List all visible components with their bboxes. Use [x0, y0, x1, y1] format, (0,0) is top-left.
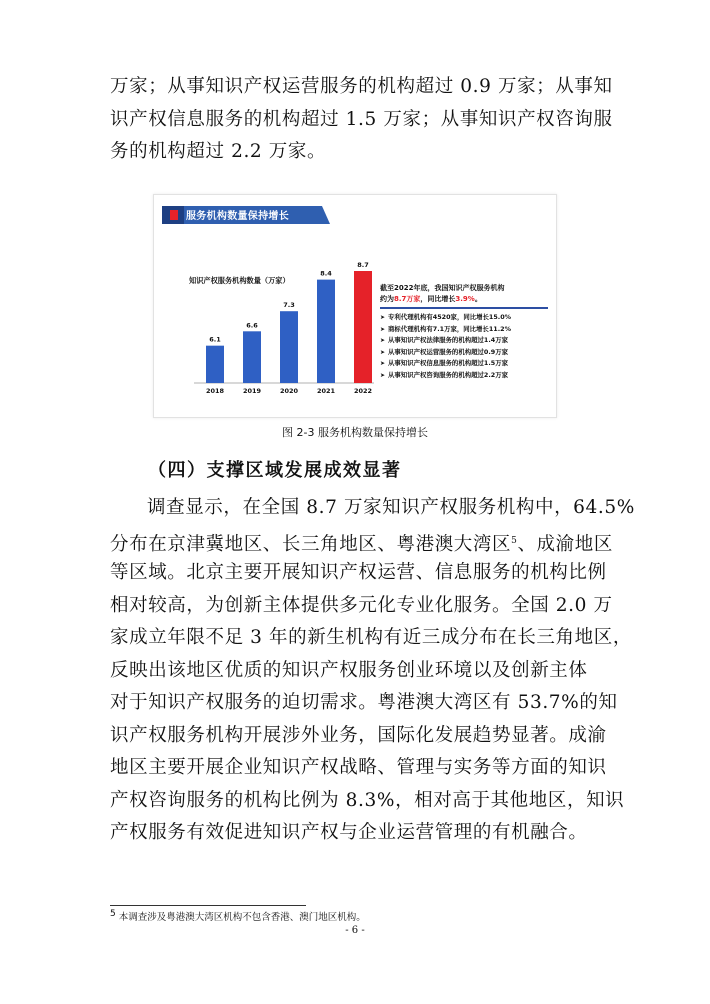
- info-panel: [380, 283, 550, 381]
- data-label-2018: 6.1: [209, 335, 221, 344]
- footnote-mark: 5: [110, 909, 116, 919]
- text-line: 调查显示，在全国 8.7 万家知识产权服务机构中，64.5%: [147, 497, 635, 518]
- page-number: - 6 -: [345, 925, 365, 936]
- tick-label-2018: 2018: [205, 387, 225, 395]
- info-item: [380, 335, 550, 347]
- info-item: [380, 324, 550, 336]
- info-head-a: 约为: [380, 295, 394, 303]
- chart-title: 知识产权服务机构数量（万家）: [189, 276, 290, 285]
- text-line: 识产权服务机构开展涉外业务，国际化发展趋势显著。成渝: [110, 724, 607, 746]
- arrow-icon: ➤: [380, 371, 386, 379]
- text-line: 相对较高，为创新主体提供多元化专业化服务。全国 2.0 万: [110, 594, 613, 616]
- info-head-value: 8.7万家: [394, 295, 421, 303]
- info-item-text: 从事知识产权信息服务的机构超过1.5万家: [388, 359, 508, 367]
- info-head-b: ，同比增长: [420, 295, 456, 303]
- text-segment: 、成渝地区: [517, 533, 613, 555]
- footnote-text: 本调查涉及粤港澳大湾区机构不包含香港、澳门地区机构。: [115, 912, 366, 924]
- tick-label-2022: 2022: [353, 387, 373, 395]
- data-label-2019: 6.6: [246, 321, 258, 330]
- info-headline: [380, 283, 550, 305]
- arrow-icon: ➤: [380, 360, 386, 367]
- tick-label-2021: 2021: [316, 387, 336, 395]
- info-item: [380, 312, 550, 324]
- arrow-icon: ➤: [380, 325, 386, 333]
- text-line: 地区主要开展企业知识产权战略、管理与实务等方面的知识: [110, 757, 607, 778]
- text-line: 家成立年限不足 3 年的新生机构有近三成分布在长三角地区，: [110, 627, 632, 648]
- data-label-2021: 8.4: [320, 269, 332, 278]
- arrow-icon: ➤: [380, 337, 386, 344]
- text-segment: 分布在京津冀地区、长三角地区、粤港澳大湾区: [110, 533, 512, 555]
- text-line: 产权咨询服务的机构比例为 8.3%，相对高于其他地区，知识: [110, 789, 625, 811]
- info-item-text: 从事知识产权法律服务的机构超过1.4万家: [388, 336, 508, 344]
- banner-title: 服务机构数量保持增长: [186, 211, 289, 222]
- text-line: 万家；从事知识产权运营服务的机构超过 0.9 万家；从事知: [110, 76, 613, 97]
- footnote-ref[interactable]: 5: [511, 535, 518, 546]
- info-item-text: 商标代理机构有7.1万家，同比增长11.2%: [388, 324, 511, 333]
- footnote-divider: [110, 905, 306, 906]
- info-divider: [380, 307, 548, 309]
- text-line: 识产权信息服务的机构超过 1.5 万家；从事知识产权咨询服: [110, 108, 613, 130]
- footnote: [110, 909, 366, 923]
- bar-2020: [280, 311, 298, 383]
- info-item-text: 从事知识产权运营服务的机构超过0.9万家: [388, 347, 508, 356]
- tick-label-2019: 2019: [242, 387, 262, 395]
- text-line: [110, 525, 613, 558]
- bar-2018: [206, 346, 224, 383]
- figure-service-institutions: [153, 194, 557, 418]
- info-head-prefix: 截至2022年底，我国知识产权服务机构: [380, 284, 505, 292]
- info-item: [380, 358, 550, 370]
- paragraph-intro: [110, 71, 613, 169]
- text-line: 对于知识产权服务的迫切需求。粤港澳大湾区有 53.7%的知: [110, 692, 618, 713]
- text-line: 产权服务有效促进知识产权与企业运营管理的有机融合。: [110, 822, 588, 843]
- tick-label-2020: 2020: [279, 387, 299, 395]
- info-item: [380, 347, 550, 359]
- bar-2021: [317, 280, 335, 383]
- bar-2019: [243, 331, 261, 383]
- section-heading: （四）支撑区域发展成效显著: [148, 460, 402, 481]
- figure-caption: 图 2-3 服务机构数量保持增长: [282, 426, 428, 439]
- info-head-end: 。: [474, 295, 482, 303]
- info-item-text: 专利代理机构有4520家，同比增长15.0%: [388, 313, 512, 321]
- info-item-text: 从事知识产权咨询服务的机构超过2.2万家: [388, 370, 508, 379]
- info-head-growth: 3.9%: [455, 295, 475, 303]
- text-line: 务的机构超过 2.2 万家。: [110, 141, 327, 162]
- paragraph-regional: [110, 492, 635, 850]
- arrow-icon: ➤: [380, 348, 386, 356]
- info-item: [380, 370, 550, 382]
- data-label-2020: 7.3: [283, 301, 295, 310]
- arrow-icon: ➤: [380, 314, 386, 321]
- text-line: 反映出该地区优质的知识产权服务创业环境以及创新主体: [110, 659, 588, 681]
- text-line: 等区域。北京主要开展知识产权运营、信息服务的机构比例: [110, 562, 607, 583]
- bar-2022: [354, 271, 372, 383]
- data-label-2022: 8.7: [357, 261, 369, 269]
